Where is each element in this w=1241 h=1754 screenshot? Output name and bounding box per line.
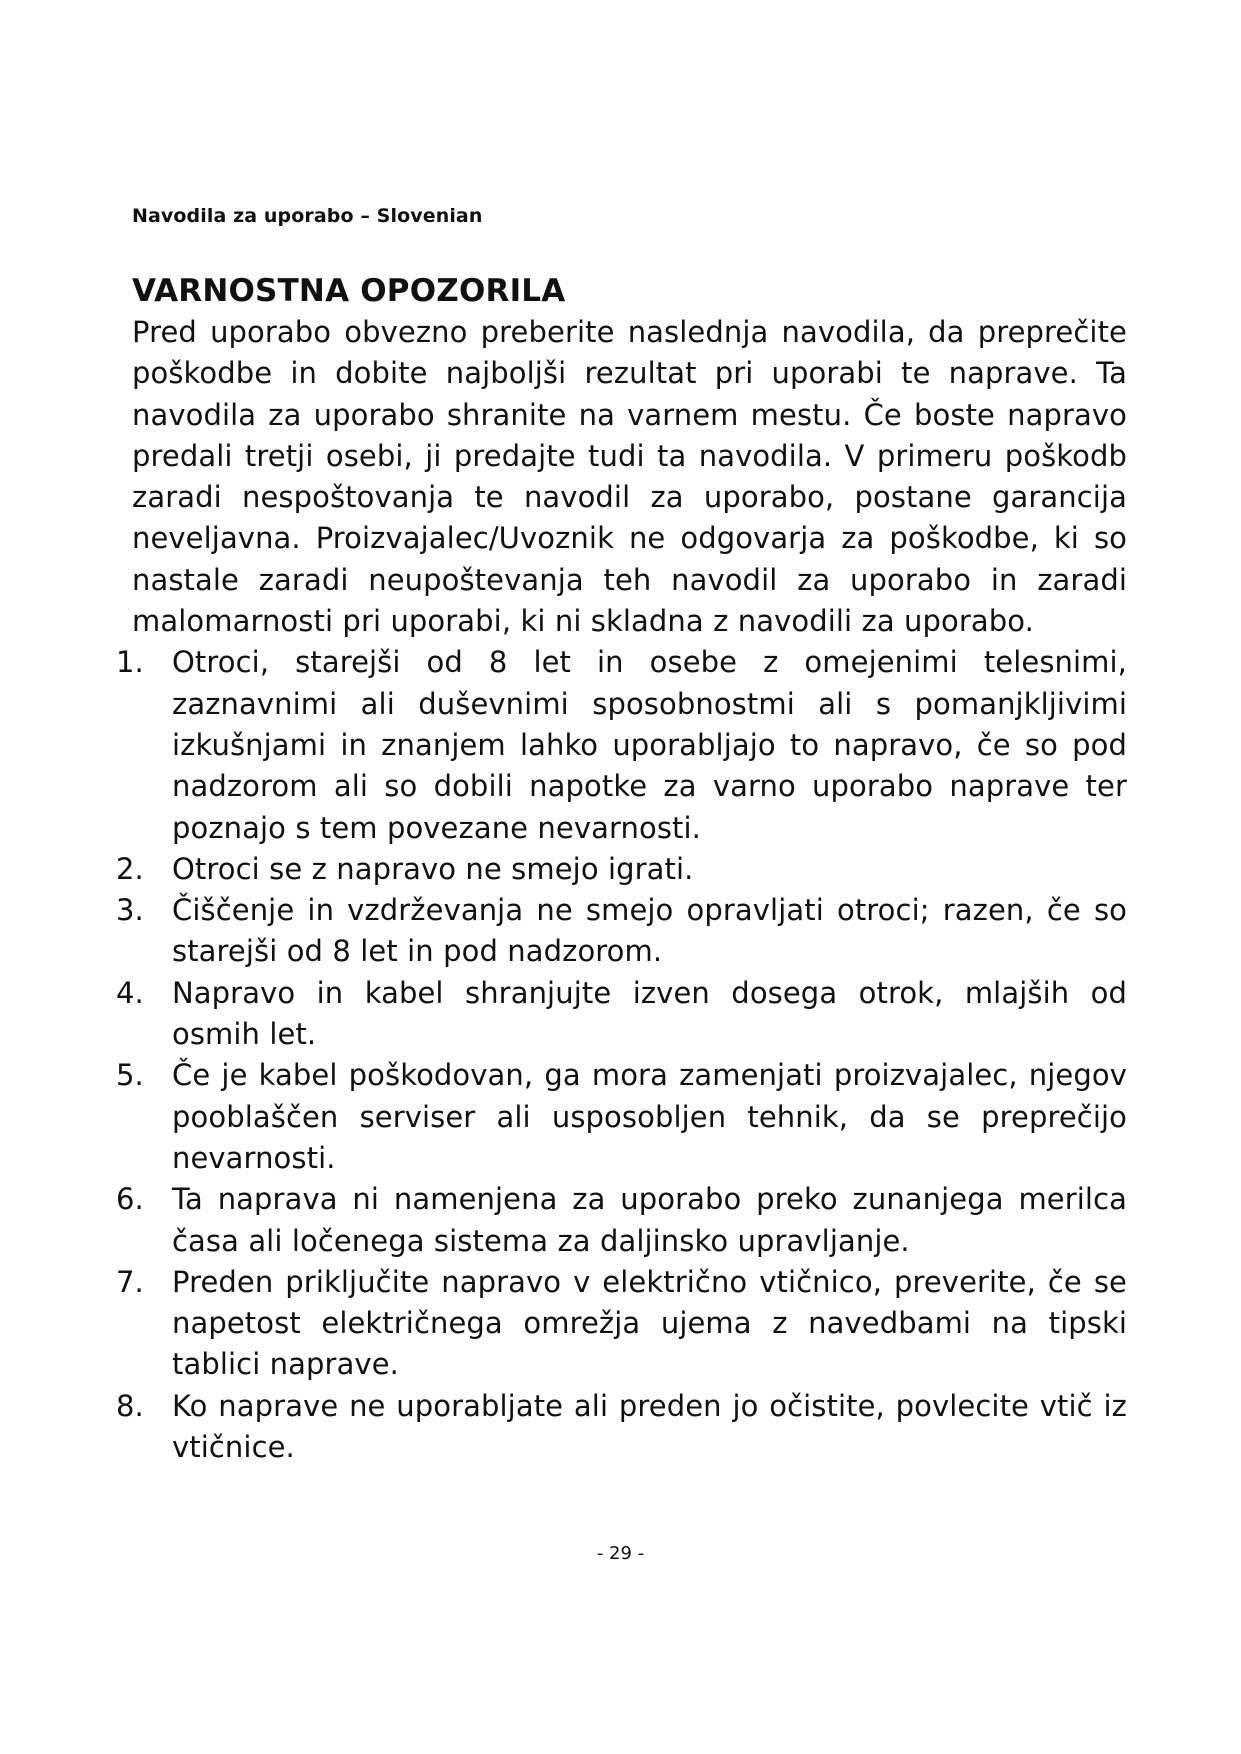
page-number: - 29 -	[596, 1543, 645, 1564]
safety-section	[116, 270, 1127, 1468]
list-item	[116, 1262, 1127, 1386]
item-text: Otroci se z napravo ne smejo igrati.	[172, 851, 694, 886]
list-item	[116, 849, 1127, 890]
document-header: Navodila za uporabo – Slovenian	[132, 205, 483, 227]
list-item	[116, 1386, 1127, 1469]
list-item	[116, 642, 1127, 848]
safety-list	[116, 642, 1127, 1468]
list-item	[116, 890, 1127, 973]
section-title: VARNOSTNA OPOZORILA	[132, 273, 566, 309]
list-item	[116, 1179, 1127, 1262]
item-text: Preden priključite napravo v električno vtičnico, preverite, če se napetost električnega omrežja ujema z navedbami na tipski tablici naprave.	[172, 1264, 1127, 1382]
list-item	[116, 1055, 1127, 1179]
item-number: 1.	[116, 645, 144, 680]
item-number: 3.	[116, 893, 144, 928]
item-number: 8.	[116, 1388, 144, 1423]
item-number: 7.	[116, 1264, 144, 1299]
intro-paragraph: Pred uporabo obvezno preberite naslednja navodila, da preprečite poškodbe in dobite najboljši rezultat pri uporabi te naprave. Ta navodila za uporabo shranite na varnem mestu. Če boste napravo predali tretji osebi, ji predajte tudi ta navodila. V primeru poškodb zaradi nespoštovanja te navodil za uporabo, postane garancija neveljavna. Proizvajalec/Uvoznik ne odgovarja za poškodbe, ki so nastale zaradi neupoštevanja teh navodil za uporabo in zaradi malomarnosti pri uporabi, ki ni skladna z navodili za uporabo.	[132, 315, 1127, 639]
item-text: Čiščenje in vzdrževanja ne smejo opravljati otroci; razen, če so starejši od 8 let in pod nadzorom.	[172, 893, 1127, 969]
item-text: Če je kabel poškodovan, ga mora zamenjati proizvajalec, njegov pooblaščen serviser ali usposobljen tehnik, da se preprečijo nevarnosti.	[172, 1058, 1127, 1175]
list-item	[116, 973, 1127, 1056]
item-text: Ko naprave ne uporabljate ali preden jo očistite, povlecite vtič iz vtičnice.	[172, 1388, 1127, 1465]
item-number: 4.	[116, 975, 144, 1010]
item-text: Napravo in kabel shranjujte izven dosega otrok, mlajših od osmih let.	[172, 975, 1127, 1052]
item-number: 2.	[116, 851, 144, 886]
item-number: 5.	[116, 1058, 144, 1093]
item-number: 6.	[116, 1182, 144, 1217]
item-text: Ta naprava ni namenjena za uporabo preko zunanjega merilca časa ali ločenega sistema za daljinsko upravljanje.	[172, 1182, 1127, 1258]
item-text: Otroci, starejši od 8 let in osebe z omejenimi telesnimi, zaznavnimi ali duševnimi sposobnostmi ali s pomanjkljivimi izkušnjami in znanjem lahko uporabljajo to napravo, če so pod nadzorom ali so dobili napotke za varno uporabo naprave ter poznajo s tem povezane nevarnosti.	[172, 645, 1127, 845]
